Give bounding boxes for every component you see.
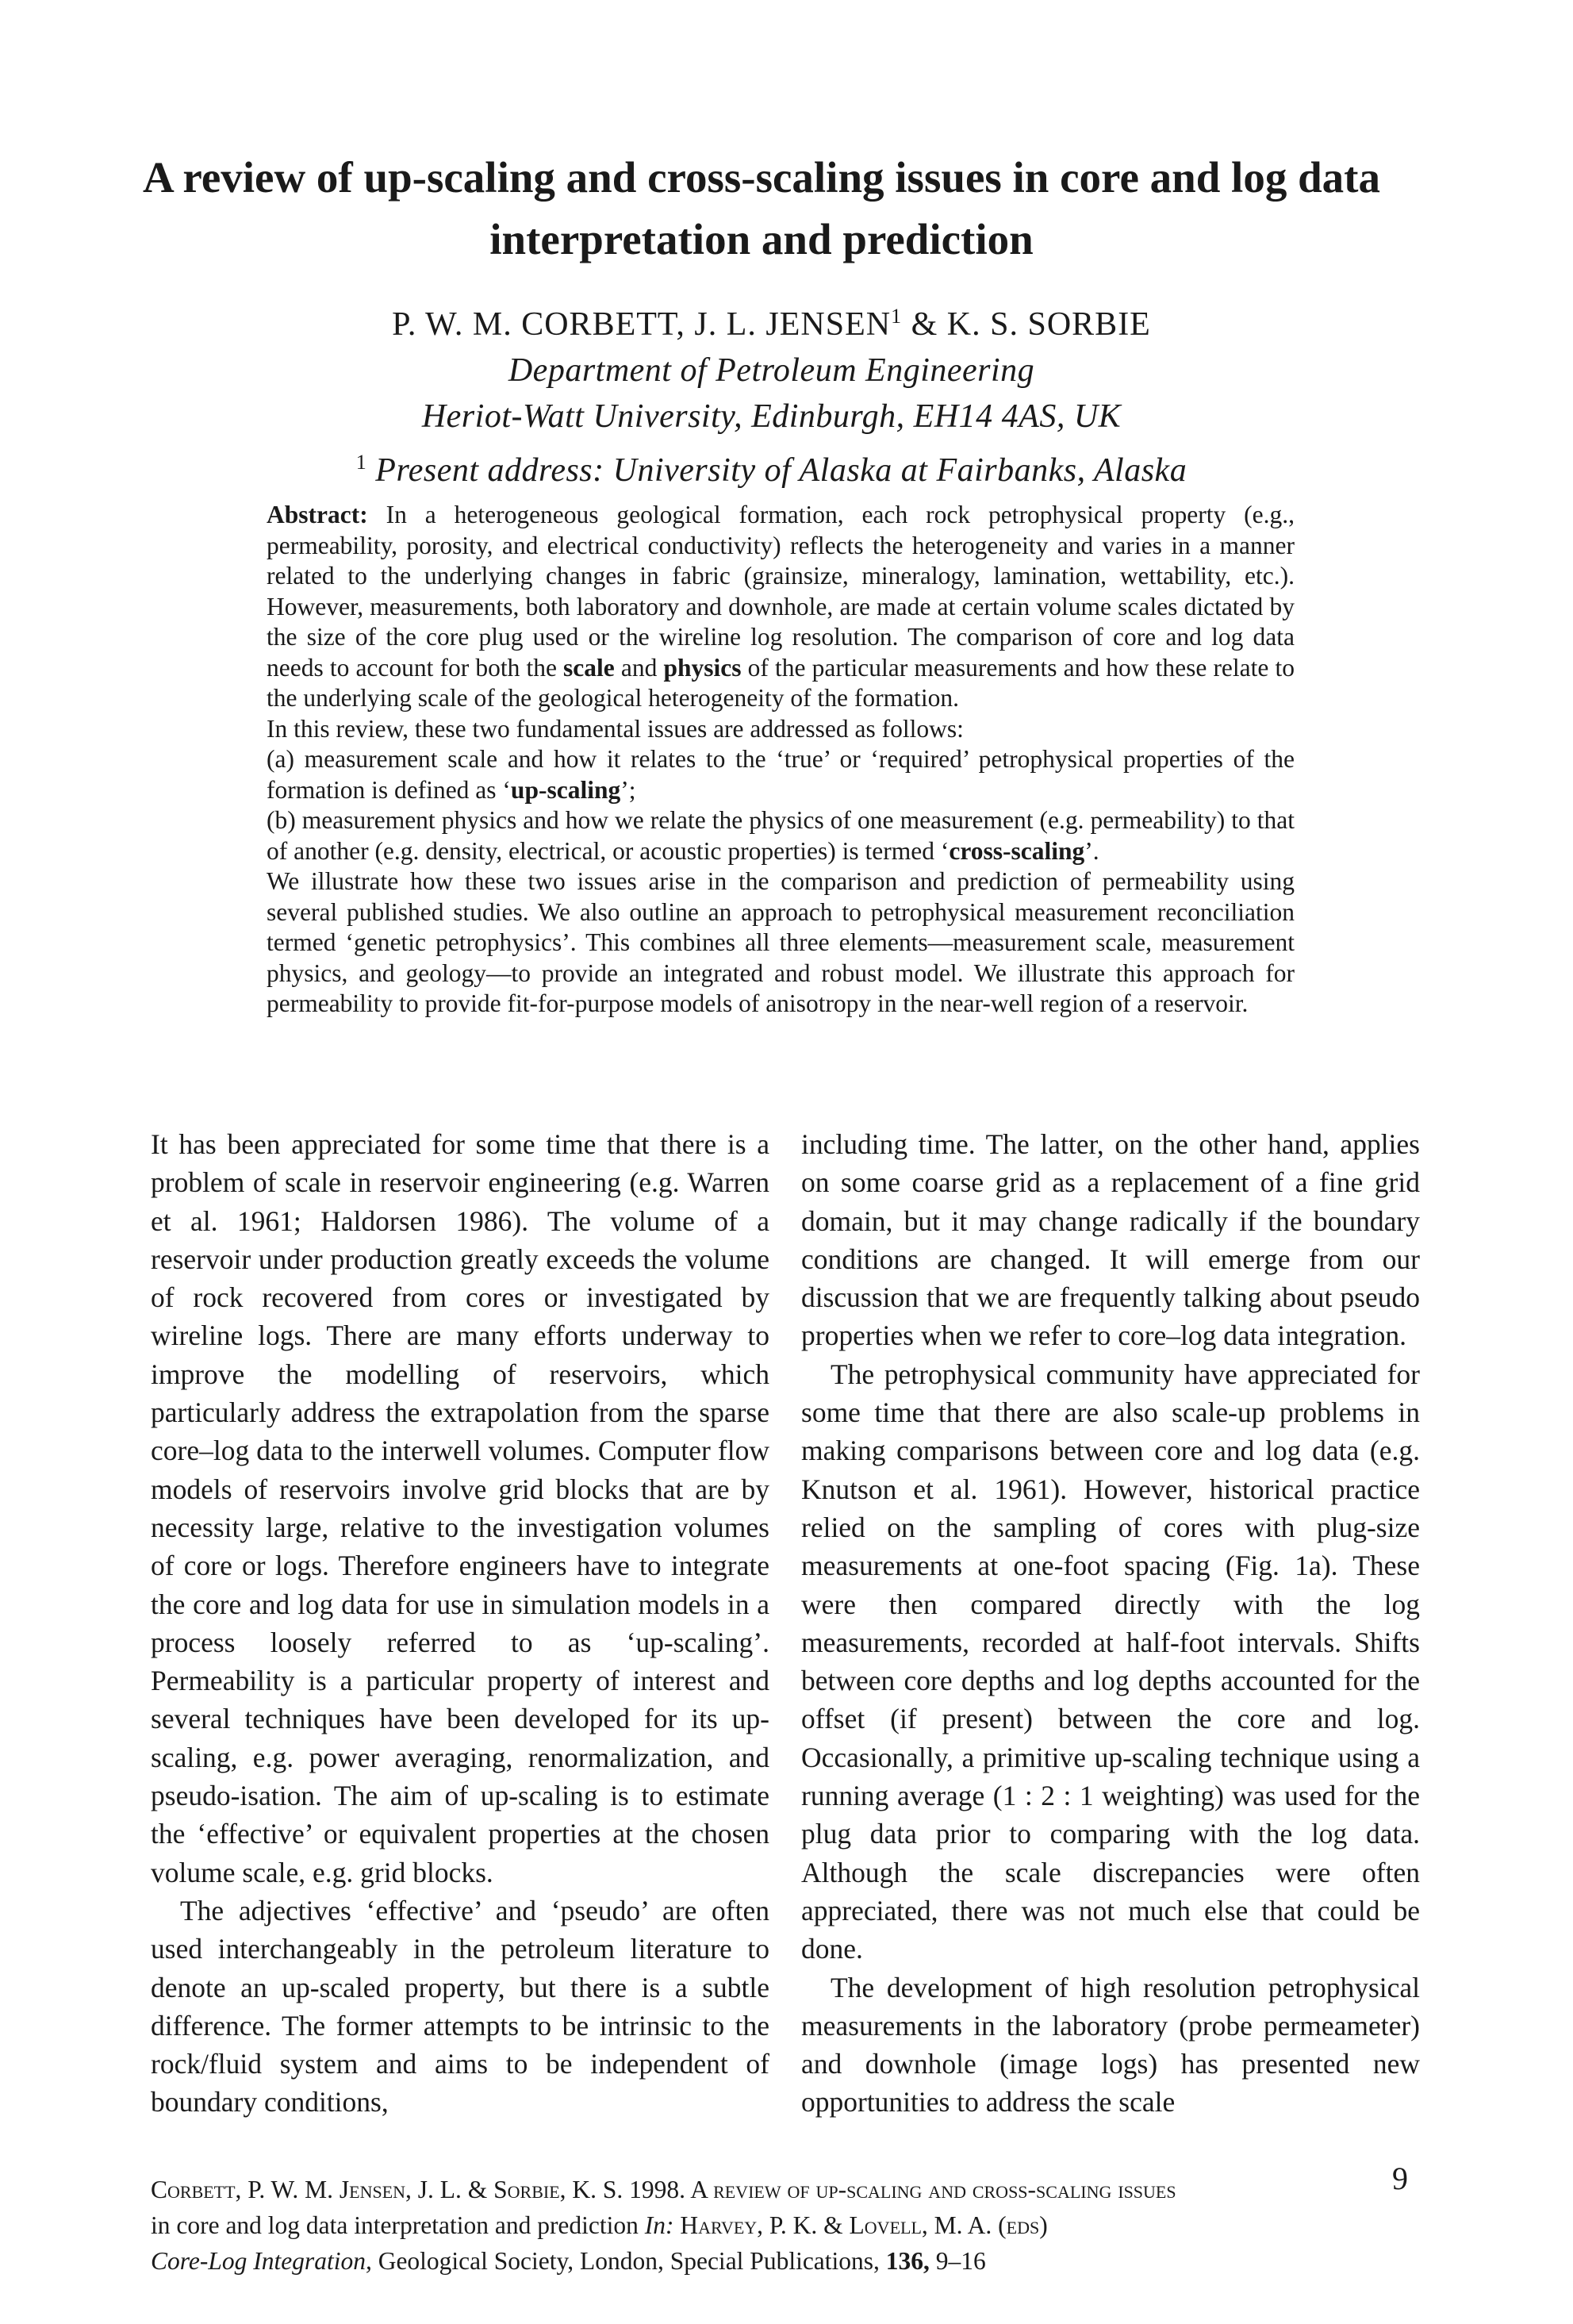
citation-line-1 bbox=[151, 2172, 1420, 2207]
abstract-item-b bbox=[267, 805, 1295, 866]
citation-footer bbox=[151, 2172, 1420, 2279]
abstract-paragraph-1 bbox=[267, 500, 1295, 714]
abstract-text-1: In a heterogeneous geological formation, each rock petrophysical property (e.g., permeability, porosity, and electrical conductivity) reflects the heterogeneity and varies in a manner related to the underlying changes in fabric (grainsize, mineralogy, lamination, wettability, etc.). However, measurements, both laboratory and downhole, are made at certain volume scales dictated by the size of the core plug used or the wireline log resolution. The comparison of core and log data needs to account for both the bbox=[267, 501, 1295, 682]
abstract-term-physics: physics bbox=[663, 653, 742, 682]
body-paragraph: It has been appreciated for some time that there is a problem of scale in reservoir engineering (e.g. Warren et al. 1961; Haldorsen 1986). The volume of a reservoir under production greatly exceeds the volume of rock recovered from cores or investigated by wireline logs. There are many efforts underway to improve the modelling of reservoirs, which particularly address the extrapolation from the sparse core–log data to the interwell volumes. Computer flow models of reservoirs involve grid blocks that are by necessity large, relative to the investigation volumes of core or logs. Therefore engineers have to integrate the core and log data for use in simulation models in a process loosely referred to as ‘up-scaling’. Permeability is a particular property of interest and several techniques have been developed for its up-scaling, e.g. power averaging, renormalization, and pseudo-isation. The aim of up-scaling is to estimate the ‘effective’ or equivalent properties at the chosen volume scale, e.g. grid blocks. bbox=[151, 1128, 769, 1888]
citation-pages: 9–16 bbox=[929, 2247, 986, 2275]
present-address-text: Present address: University of Alaska at Fairbanks, Alaska bbox=[366, 452, 1187, 489]
abstract-item-b-end: ’. bbox=[1084, 836, 1099, 865]
present-address bbox=[238, 440, 1305, 494]
author-footnote-marker: 1 bbox=[891, 305, 903, 328]
author-names-part-2: & K. S. SORBIE bbox=[902, 306, 1151, 343]
abstract-item-a bbox=[267, 744, 1295, 805]
citation-publisher: Geological Society, London, Special Publications, bbox=[371, 2247, 886, 2275]
abstract-paragraph-2: In this review, these two fundamental issues are addressed as follows: bbox=[267, 714, 964, 743]
abstract-item-a-text: (a) measurement scale and how it relates to the ‘true’ or ‘required’ petrophysical properties of the formation is defined as ‘ bbox=[267, 745, 1295, 804]
body-column-right bbox=[801, 1125, 1420, 2122]
citation-title-end: in core and log data interpretation and prediction bbox=[151, 2211, 645, 2239]
citation-line-2 bbox=[151, 2207, 1420, 2243]
citation-authors: Corbett, P. W. M. Jensen, J. L. & Sorbie, K. S. 1998. A review of up-scaling and cross-scaling issues bbox=[151, 2176, 1176, 2203]
abstract-term-cross-scaling: cross-scaling bbox=[949, 836, 1085, 865]
citation-book-title: Core-Log Integration, bbox=[151, 2247, 372, 2275]
abstract bbox=[267, 500, 1295, 1020]
citation-line-3 bbox=[151, 2243, 1420, 2279]
present-address-marker: 1 bbox=[355, 451, 367, 474]
abstract-text-and: and bbox=[614, 653, 664, 682]
body-column-left bbox=[151, 1125, 769, 2122]
title-block bbox=[119, 147, 1404, 271]
abstract-item-a-end: ’; bbox=[620, 775, 636, 804]
citation-volume: 136, bbox=[885, 2247, 930, 2275]
abstract-label: Abstract: bbox=[267, 501, 368, 528]
citation-in: In: bbox=[644, 2211, 674, 2239]
author-names bbox=[238, 294, 1305, 348]
abstract-paragraph-3: We illustrate how these two issues arise in the comparison and prediction of permeability using several published studies. We also outline an approach to petrophysical measurement reconciliation termed ‘genetic petrophysics’. This combines all three elements—measurement scale, measurement physics, and geology—to provide an integrated and robust model. We illustrate this approach for permeability to provide fit-for-purpose models of anisotropy in the near-well region of a reservoir. bbox=[267, 867, 1295, 1017]
paper-title-line-2: interpretation and prediction bbox=[489, 215, 1034, 263]
authors-block bbox=[238, 294, 1305, 494]
author-names-part-1: P. W. M. CORBETT, J. L. JENSEN bbox=[392, 306, 892, 343]
abstract-item-b-text: (b) measurement physics and how we relate the physics of one measurement (e.g. permeability) to that of another (e.g. density, electrical, or acoustic properties) is termed ‘ bbox=[267, 806, 1295, 865]
abstract-text-1-end: of the particular measurements and how these relate to the underlying scale of the geological heterogeneity of the formation. bbox=[267, 653, 1295, 712]
abstract-term-scale: scale bbox=[563, 653, 615, 682]
abstract-term-up-scaling: up-scaling bbox=[510, 775, 621, 804]
body-paragraph: including time. The latter, on the other hand, applies on some coarse grid as a replacement of a fine grid domain, but it may change radically if the boundary conditions are changed. It will emerge from our discussion that we are frequently talking about pseudo properties when we refer to core–log data integration. bbox=[801, 1128, 1420, 1352]
page-number: 9 bbox=[1392, 2161, 1408, 2196]
affiliation-university: Heriot-Watt University, Edinburgh, EH14 4AS, UK bbox=[421, 398, 1122, 435]
citation-editors: Harvey, P. K. & Lovell, M. A. (eds) bbox=[673, 2211, 1048, 2239]
body-paragraph: The petrophysical community have appreciated for some time that there are also scale-up problems in making comparisons between core and log data (e.g. Knutson et al. 1961). However, historical practice relied on the sampling of cores with plug-size measurements at one-foot spacing (Fig. 1a). These were then compared directly with the log measurements, recorded at half-foot intervals. Shifts between core depths and log depths accounted for the offset (if present) between the core and log. Occasionally, a primitive up-scaling technique using a running average (1 : 2 : 1 weighting) was used for the plug data prior to comparing with the log data. Although the scale discrepancies were often appreciated, there was not much else that could be done. bbox=[801, 1358, 1420, 1965]
body-paragraph: The adjectives ‘effective’ and ‘pseudo’ are often used interchangeably in the petroleum literature to denote an up-scaled property, but there is a subtle difference. The former attempts to be intrinsic to the rock/fluid system and aims to be independent of boundary conditions, bbox=[151, 1894, 769, 2118]
affiliation-department: Department of Petroleum Engineering bbox=[508, 352, 1035, 389]
body-paragraph: The development of high resolution petrophysical measurements in the laboratory (probe permeameter) and downhole (image logs) has presented new opportunities to address the scale bbox=[801, 1971, 1420, 2118]
paper-title-line-1: A review of up-scaling and cross-scaling issues in core and log data bbox=[142, 153, 1380, 202]
